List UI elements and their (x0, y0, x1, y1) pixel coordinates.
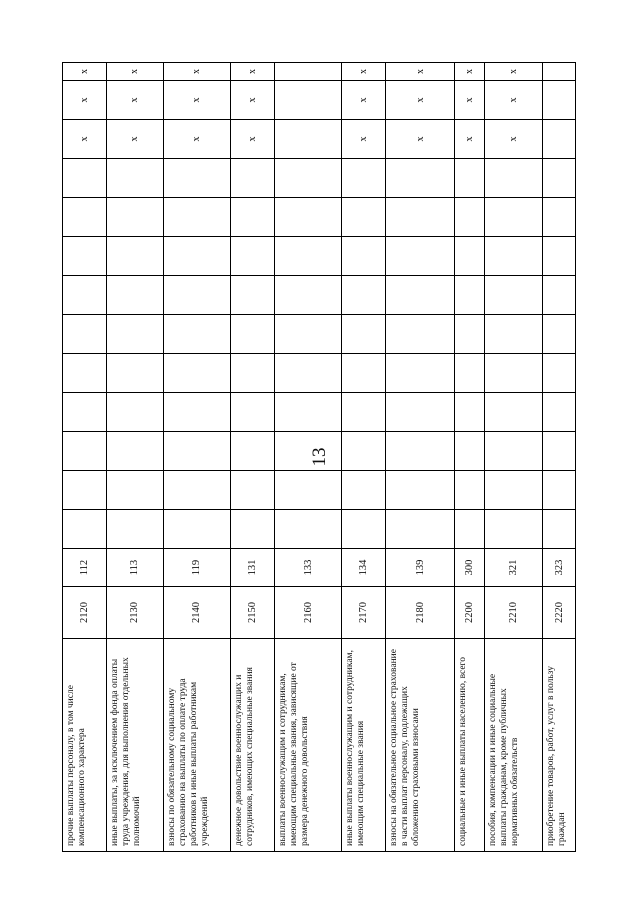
row-name: денежное довольствие военнослужащих и сотрудников, имеющих специальные звания (231, 638, 274, 851)
row-kbk: 112 (63, 548, 106, 586)
value-cell (485, 197, 542, 236)
table-row (386, 63, 456, 851)
value-cell (63, 236, 106, 275)
value-cell (63, 314, 106, 353)
value-cell (231, 509, 274, 548)
row-code: 2210 (485, 586, 542, 638)
value-cell: x (191, 69, 203, 74)
value-cell (455, 236, 484, 275)
value-cell (386, 470, 455, 509)
value-cell (342, 353, 385, 392)
value-cell (107, 158, 163, 197)
value-cell (107, 314, 163, 353)
value-cell (342, 509, 385, 548)
row-name: выплаты военнослужащим и сотрудникам, имеющим специальные звания, зависящие от размера денежного довольствия (275, 638, 341, 851)
value-cell (342, 197, 385, 236)
value-cell (63, 470, 106, 509)
value-cell (386, 197, 455, 236)
value-cell (543, 392, 575, 431)
value-cell (63, 275, 106, 314)
value-cell (455, 353, 484, 392)
table-row (485, 63, 543, 851)
value-cell (164, 236, 231, 275)
value-cell (231, 275, 274, 314)
value-cell: x (247, 69, 259, 74)
value-cell (543, 353, 575, 392)
row-name: приобретение товаров, работ, услуг в пользу граждан (543, 638, 575, 851)
value-cell (107, 431, 163, 470)
table-row (164, 63, 232, 851)
value-cell (455, 392, 484, 431)
row-code: 2120 (63, 586, 106, 638)
value-cell (543, 119, 575, 158)
value-cell (275, 392, 341, 431)
value-cell (386, 236, 455, 275)
value-cell (455, 431, 484, 470)
value-cell (164, 158, 231, 197)
value-cell (63, 158, 106, 197)
value-cell (164, 392, 231, 431)
row-kbk: 134 (342, 548, 385, 586)
value-cell (386, 314, 455, 353)
value-cell (543, 197, 575, 236)
page-number: 13 (309, 447, 330, 467)
value-cell (543, 275, 575, 314)
row-kbk: 113 (107, 548, 163, 586)
value-cell (455, 197, 484, 236)
value-cell: x (63, 80, 106, 119)
value-cell: x (386, 119, 455, 158)
value-cell (107, 353, 163, 392)
table-row (342, 63, 386, 851)
value-cell (275, 353, 341, 392)
row-name: иные выплаты, за исключением фонда оплаты труда учреждения, для выполнения отдельных полномочий (107, 638, 163, 851)
value-cell (275, 236, 341, 275)
row-name: взносы на обязательное социальное страхование в части выплат персоналу, подлежащих обложению страховыми взносами (386, 638, 455, 851)
value-cell (485, 236, 542, 275)
value-cell: x (386, 80, 455, 119)
value-cell (543, 431, 575, 470)
value-cell (386, 509, 455, 548)
table-row (543, 63, 575, 851)
value-cell: x (164, 80, 231, 119)
value-cell (485, 353, 542, 392)
value-cell: x (455, 80, 484, 119)
value-cell: x (464, 69, 476, 74)
value-cell: x (342, 119, 385, 158)
value-cell (231, 353, 274, 392)
value-cell (455, 509, 484, 548)
value-cell (386, 353, 455, 392)
value-cell (485, 431, 542, 470)
value-cell (107, 275, 163, 314)
value-cell: x (231, 80, 274, 119)
value-cell (455, 158, 484, 197)
value-cell (275, 509, 341, 548)
value-cell: x (107, 80, 163, 119)
value-cell (164, 431, 231, 470)
table-row (63, 63, 107, 851)
value-cell: x (455, 119, 484, 158)
value-cell: x (107, 119, 163, 158)
value-cell (455, 314, 484, 353)
table-row (275, 63, 342, 851)
value-cell (63, 431, 106, 470)
value-cell (275, 80, 341, 119)
value-cell (275, 431, 341, 470)
row-kbk: 133 (275, 548, 341, 586)
value-cell (275, 197, 341, 236)
value-cell (164, 275, 231, 314)
value-cell (386, 158, 455, 197)
value-cell (342, 431, 385, 470)
row-name: социальные и иные выплаты населению, всего (455, 638, 484, 851)
value-cell (455, 470, 484, 509)
value-cell (485, 158, 542, 197)
row-code: 2220 (543, 586, 575, 638)
value-cell (342, 158, 385, 197)
value-cell (63, 197, 106, 236)
row-code: 2200 (455, 586, 484, 638)
value-cell (275, 275, 341, 314)
value-cell (342, 314, 385, 353)
value-cell (485, 392, 542, 431)
row-code: 2170 (342, 586, 385, 638)
value-cell (107, 470, 163, 509)
value-cell (231, 236, 274, 275)
row-name: пособия, компенсации и иные социальные выплаты гражданам, кроме публичных нормативных обязательств (485, 638, 542, 851)
value-cell (231, 197, 274, 236)
row-code: 2150 (231, 586, 274, 638)
row-code: 2160 (275, 586, 341, 638)
value-cell (164, 470, 231, 509)
value-cell (386, 431, 455, 470)
value-cell (275, 63, 341, 80)
budget-table (62, 62, 576, 852)
value-cell (485, 509, 542, 548)
value-cell: x (485, 80, 542, 119)
value-cell (107, 509, 163, 548)
value-cell (231, 158, 274, 197)
value-cell (275, 119, 341, 158)
row-kbk: 321 (485, 548, 542, 586)
value-cell (485, 470, 542, 509)
value-cell (63, 353, 106, 392)
value-cell (275, 470, 341, 509)
value-cell (543, 470, 575, 509)
value-cell: x (63, 119, 106, 158)
row-kbk: 323 (543, 548, 575, 586)
row-name: взносы по обязательному социальному страхованию на выплаты по оплате труда работников и иные выплаты работникам учреждений (164, 638, 231, 851)
value-cell (543, 63, 575, 80)
value-cell: x (414, 69, 426, 74)
table-row (231, 63, 275, 851)
value-cell: x (485, 119, 542, 158)
value-cell (231, 392, 274, 431)
row-kbk: 139 (386, 548, 455, 586)
value-cell (386, 392, 455, 431)
value-cell (455, 275, 484, 314)
row-kbk: 119 (164, 548, 231, 586)
value-cell (342, 470, 385, 509)
table-row (455, 63, 485, 851)
value-cell (164, 314, 231, 353)
value-cell (342, 392, 385, 431)
value-cell (543, 158, 575, 197)
value-cell (342, 275, 385, 314)
value-cell (107, 197, 163, 236)
value-cell: x (129, 69, 141, 74)
value-cell (543, 314, 575, 353)
value-cell: x (78, 69, 90, 74)
row-name: иные выплаты военнослужащим и сотрудникам, имеющим специальные звания (342, 638, 385, 851)
row-code: 2140 (164, 586, 231, 638)
value-cell (275, 158, 341, 197)
value-cell (231, 431, 274, 470)
table-row (107, 63, 164, 851)
value-cell (107, 236, 163, 275)
value-cell (231, 470, 274, 509)
value-cell (543, 80, 575, 119)
value-cell (63, 392, 106, 431)
value-cell (543, 236, 575, 275)
value-cell (485, 314, 542, 353)
value-cell (275, 314, 341, 353)
value-cell (164, 353, 231, 392)
value-cell: x (508, 69, 520, 74)
value-cell (231, 314, 274, 353)
value-cell: x (164, 119, 231, 158)
row-name: прочие выплаты персоналу, в том числе компенсационного характера (63, 638, 106, 851)
value-cell (107, 392, 163, 431)
value-cell (485, 275, 542, 314)
value-cell: x (342, 80, 385, 119)
value-cell (543, 509, 575, 548)
value-cell (342, 236, 385, 275)
value-cell (164, 509, 231, 548)
row-kbk: 131 (231, 548, 274, 586)
value-cell (386, 275, 455, 314)
row-code: 2180 (386, 586, 455, 638)
value-cell: x (357, 69, 369, 74)
row-code: 2130 (107, 586, 163, 638)
value-cell (164, 197, 231, 236)
value-cell: x (231, 119, 274, 158)
row-kbk: 300 (455, 548, 484, 586)
value-cell (63, 509, 106, 548)
